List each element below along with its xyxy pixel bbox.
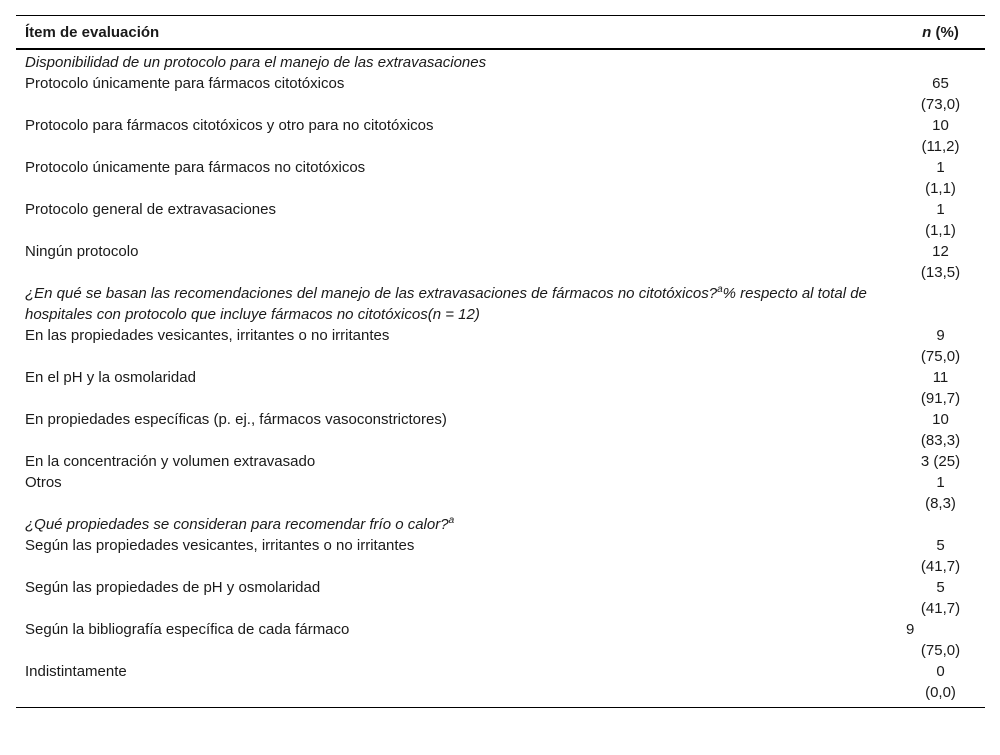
row-label: Protocolo general de extravasaciones	[25, 201, 276, 218]
footnote-marker: a	[717, 284, 723, 295]
table-row	[16, 661, 985, 707]
table-row	[16, 199, 985, 241]
row-value	[896, 577, 985, 619]
row-label: Ningún protocolo	[25, 243, 139, 260]
table-row	[16, 115, 985, 157]
row-pct: (11,2)	[921, 138, 960, 155]
section-title: Disponibilidad de un protocolo para el manejo de las extravasaciones	[25, 54, 487, 71]
row-n: 1	[936, 201, 945, 218]
table-row	[16, 367, 985, 409]
row-label: Según la bibliografía específica de cada fármaco	[25, 621, 350, 638]
row-pct: (75,0)	[920, 642, 961, 659]
row-n: 9	[936, 327, 945, 344]
header-n-pct	[896, 16, 985, 49]
row-value	[896, 535, 985, 577]
row-n: 10	[932, 411, 949, 428]
row-value	[896, 472, 985, 514]
row-value: 3 (25)	[920, 453, 961, 470]
table-row	[16, 577, 985, 619]
row-label: En el pH y la osmolaridad	[25, 369, 196, 386]
row-n: 65	[932, 75, 949, 92]
row-pct: (91,7)	[920, 390, 961, 407]
table-row	[16, 619, 985, 661]
row-value	[896, 73, 985, 115]
row-label: Protocolo para fármacos citotóxicos y otro para no citotóxicos	[25, 117, 434, 134]
row-pct: (1,1)	[925, 180, 956, 197]
table-row	[16, 451, 985, 472]
row-label: Protocolo únicamente para fármacos citotóxicos	[25, 75, 345, 92]
section-title	[16, 514, 985, 535]
row-label: Según las propiedades vesicantes, irritantes o no irritantes	[25, 537, 415, 554]
table-body	[16, 49, 985, 707]
row-pct: (41,7)	[920, 600, 961, 617]
row-pct: (0,0)	[925, 684, 956, 701]
header-n: n	[922, 23, 932, 41]
section-row	[16, 49, 985, 73]
row-pct: (1,1)	[925, 222, 956, 239]
row-value	[896, 115, 985, 157]
row-n: 12	[932, 243, 949, 260]
table-row	[16, 325, 985, 367]
row-value	[896, 157, 985, 199]
table-row	[16, 73, 985, 115]
row-n: 5	[936, 579, 945, 596]
row-value	[896, 409, 985, 451]
results-table	[16, 16, 985, 707]
section-title-a: ¿Qué propiedades se consideran para recomendar frío o calor?	[25, 516, 449, 533]
row-pct: (73,0)	[920, 96, 961, 113]
row-pct: (75,0)	[920, 348, 961, 365]
header-row	[16, 16, 985, 49]
header-item: Ítem de evaluación	[16, 16, 896, 49]
section-title-b: % respecto al total de hospitales con protocolo que incluye fármacos no citotóxicos(n = 12)	[25, 285, 867, 323]
row-n: 5	[936, 537, 945, 554]
row-pct: (83,3)	[920, 432, 961, 449]
row-n: 1	[936, 159, 945, 176]
row-value	[896, 325, 985, 367]
row-value	[896, 619, 985, 661]
row-label: Otros	[25, 474, 62, 491]
row-n: 1	[936, 474, 945, 491]
results-table-container	[16, 15, 985, 708]
section-row	[16, 283, 985, 325]
row-label: Indistintamente	[25, 663, 127, 680]
row-value	[896, 199, 985, 241]
row-value	[896, 661, 985, 707]
row-n: 9	[906, 621, 915, 638]
row-label: Protocolo únicamente para fármacos no citotóxicos	[25, 159, 366, 176]
row-label: En las propiedades vesicantes, irritantes o no irritantes	[25, 327, 390, 344]
section-title	[16, 283, 896, 325]
table-row	[16, 409, 985, 451]
table-row	[16, 157, 985, 199]
section-row	[16, 514, 985, 535]
row-pct: (8,3)	[925, 495, 956, 512]
row-label: En la concentración y volumen extravasado	[25, 453, 316, 470]
table-row	[16, 472, 985, 514]
footnote-marker: a	[448, 515, 455, 526]
row-n: 0	[936, 663, 945, 680]
row-n: 10	[932, 117, 949, 134]
table-header	[16, 16, 985, 49]
row-value	[896, 241, 985, 283]
row-n: 11	[932, 369, 949, 386]
table-row	[16, 535, 985, 577]
section-title-a: ¿En qué se basan las recomendaciones del manejo de las extravasaciones de fármacos no citotóxicos?	[25, 285, 718, 302]
row-label: En propiedades específicas (p. ej., fármacos vasoconstrictores)	[25, 411, 447, 428]
row-pct: (41,7)	[920, 558, 961, 575]
row-pct: (13,5)	[920, 264, 961, 281]
header-pct: (%)	[931, 23, 959, 41]
row-value	[896, 367, 985, 409]
row-label: Según las propiedades de pH y osmolaridad	[25, 579, 321, 596]
table-row	[16, 241, 985, 283]
